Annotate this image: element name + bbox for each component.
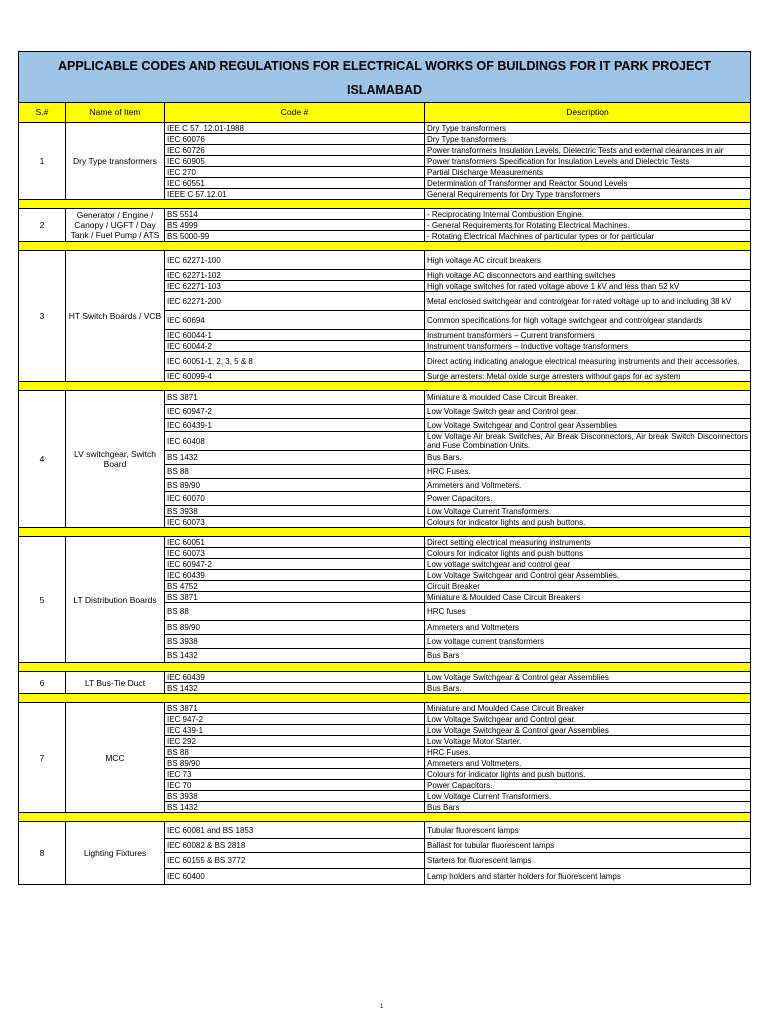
code-cell: BS 4752 [165, 581, 425, 592]
description-cell: Direct setting electrical measuring instruments [425, 537, 751, 548]
group-separator-row [19, 694, 751, 703]
description-cell: High voltage switches for rated voltage above 1 kV and less than 52 kV [425, 281, 751, 292]
code-cell: IEC 60439-1 [165, 419, 425, 432]
code-cell: BS 5514 [165, 209, 425, 220]
description-cell: Power transformers Specification for Insulation Levels and Dielectric Tests [425, 156, 751, 167]
code-cell: BS 89/90 [165, 621, 425, 635]
code-cell: BS 1432 [165, 683, 425, 694]
description-cell: Bus Bars. [425, 451, 751, 465]
item-name: Dry Type transformers [66, 123, 165, 200]
item-serial-number: 8 [19, 822, 66, 885]
code-cell: IEC 60400 [165, 869, 425, 885]
codes-table-body [19, 123, 751, 885]
description-cell: Tubular fluorescent lamps [425, 822, 751, 839]
code-cell: IEC 60070 [165, 492, 425, 506]
code-cell: BS 88 [165, 603, 425, 621]
code-cell: IEC 60044-1 [165, 330, 425, 341]
code-cell: BS 3938 [165, 635, 425, 649]
description-cell: Ammeters and Voltmeters. [425, 758, 751, 769]
description-cell: Dry Type transformers [425, 123, 751, 134]
description-cell: Metal enclosed switchgear and controlgear for rated voltage up to and including 38 kV [425, 292, 751, 311]
code-cell: IEC 60044-2 [165, 341, 425, 352]
description-cell: Bus Bars [425, 802, 751, 813]
code-cell: IEC 60081 and BS 1853 [165, 822, 425, 839]
table-row [19, 391, 751, 405]
description-cell: Miniature & moulded Case Circuit Breaker. [425, 391, 751, 405]
code-cell: IEC 60947-2 [165, 405, 425, 419]
codes-document [18, 51, 750, 885]
description-cell: Starters for fluorescent lamps [425, 853, 751, 869]
description-cell: Low Voltage Switch gear and Control gear. [425, 405, 751, 419]
code-cell: IEC 62271-200 [165, 292, 425, 311]
table-row [19, 251, 751, 270]
code-cell: IEC 60076 [165, 134, 425, 145]
description-cell: Low Voltage Current Transformers. [425, 506, 751, 517]
description-cell: Ammeters and Voltmeters. [425, 479, 751, 492]
description-cell: High voltage AC disconnectors and earthing switches [425, 270, 751, 281]
description-cell: Determination of Transformer and Reactor Sound Levels [425, 178, 751, 189]
item-name: LT Bus-Tie Duct [66, 672, 165, 694]
description-cell: - Rotating Electrical Machines of particular types or for particular [425, 231, 751, 242]
code-cell: IEC 292 [165, 736, 425, 747]
item-name: HT Switch Boards / VCB [66, 251, 165, 382]
code-cell: IEE C 57. 12.01-1988 [165, 123, 425, 134]
code-cell: BS 1432 [165, 451, 425, 465]
code-cell: IEC 62271-100 [165, 251, 425, 270]
code-cell: IEC 439-1 [165, 725, 425, 736]
item-name: LV switchgear, Switch Board [66, 391, 165, 528]
document-title: APPLICABLE CODES AND REGULATIONS FOR ELECTRICAL WORKS OF BUILDINGS FOR IT PARK PROJECT ISLAMABAD [19, 52, 751, 103]
code-cell: IEC 60073 [165, 548, 425, 559]
description-cell: Low Voltage Switchgear and Control gear Assemblies [425, 419, 751, 432]
item-serial-number: 4 [19, 391, 66, 528]
col-header-description: Description [425, 103, 751, 123]
code-cell: IEC 60051-1, 2, 3, 5 & 8 [165, 352, 425, 371]
item-name: LT Distribution Boards [66, 537, 165, 663]
description-cell: Bus Bars. [425, 683, 751, 694]
code-cell: BS 1432 [165, 649, 425, 663]
description-cell: Colours for indicator lights and push buttons. [425, 769, 751, 780]
description-cell: - General Requirements for Rotating Electrical Machines. [425, 220, 751, 231]
group-separator-row [19, 382, 751, 391]
code-cell: IEC 60155 & BS 3772 [165, 853, 425, 869]
group-separator-row [19, 528, 751, 537]
code-cell: BS 89/90 [165, 758, 425, 769]
description-cell: Lamp holders and starter holders for fluorescent lamps [425, 869, 751, 885]
description-cell: HRC fuses [425, 603, 751, 621]
separator-cell [19, 528, 751, 537]
code-cell: IEC 70 [165, 780, 425, 791]
description-cell: Surge arresters: Metal oxide surge arresters without gaps for ac system [425, 371, 751, 382]
table-row [19, 822, 751, 839]
item-serial-number: 3 [19, 251, 66, 382]
code-cell: IEC 60726 [165, 145, 425, 156]
description-cell: Low Voltage Motor Starter. [425, 736, 751, 747]
description-cell: Low Voltage Switchgear and Control gear Assemblies. [425, 570, 751, 581]
group-separator-row [19, 242, 751, 251]
group-separator-row [19, 200, 751, 209]
description-cell: Bus Bars [425, 649, 751, 663]
item-serial-number: 2 [19, 209, 66, 242]
description-cell: Ammeters and Voltmeters [425, 621, 751, 635]
description-cell: General Requirements for Dry Type transformers [425, 189, 751, 200]
group-separator-row [19, 813, 751, 822]
separator-cell [19, 200, 751, 209]
description-cell: Power Capacitors. [425, 780, 751, 791]
separator-cell [19, 242, 751, 251]
separator-cell [19, 663, 751, 672]
code-cell: IEC 947-2 [165, 714, 425, 725]
item-serial-number: 6 [19, 672, 66, 694]
code-cell: BS 89/90 [165, 479, 425, 492]
item-serial-number: 1 [19, 123, 66, 200]
code-cell: BS 3871 [165, 703, 425, 714]
description-cell: Power transformers Insulation Levels, Dielectric Tests and external clearances in air [425, 145, 751, 156]
description-cell: Dry Type transformers [425, 134, 751, 145]
separator-cell [19, 694, 751, 703]
description-cell: Colours for indicator lights and push buttons [425, 548, 751, 559]
item-name: Generator / Engine / Canopy / UGFT / Day Tank / Fuel Pump / ATS [66, 209, 165, 242]
item-name: MCC [66, 703, 165, 813]
description-cell: Miniature and Moulded Case Circuit Breaker [425, 703, 751, 714]
description-cell: Instrument transformers – Current transformers [425, 330, 751, 341]
description-cell: Circuit Breaker [425, 581, 751, 592]
item-name: Lighting Fixtures [66, 822, 165, 885]
col-header-code: Code # [165, 103, 425, 123]
description-cell: Power Capacitors. [425, 492, 751, 506]
description-cell: Common specifications for high voltage switchgear and controlgear standards [425, 311, 751, 330]
code-cell: IEC 60551 [165, 178, 425, 189]
code-cell: IEEE C 57.12.01 [165, 189, 425, 200]
description-cell: Low Voltage Switchgear & Control gear Assemblies [425, 725, 751, 736]
code-cell: IEC 60099-4 [165, 371, 425, 382]
code-cell: IEC 62271-102 [165, 270, 425, 281]
code-cell: BS 88 [165, 747, 425, 758]
col-header-serial: S.# [19, 103, 66, 123]
code-cell: BS 1432 [165, 802, 425, 813]
table-row [19, 537, 751, 548]
description-cell: Low Voltage Switchgear & Control gear Assemblies [425, 672, 751, 683]
description-cell: HRC Fuses. [425, 747, 751, 758]
code-cell: IEC 60694 [165, 311, 425, 330]
code-cell: IEC 73 [165, 769, 425, 780]
code-cell: IEC 60073 [165, 517, 425, 528]
description-cell: Direct acting indicating analogue electrical measuring instruments and their accessories. [425, 352, 751, 371]
description-cell: HRC Fuses. [425, 465, 751, 479]
description-cell: Low voltage current transformers [425, 635, 751, 649]
code-cell: IEC 270 [165, 167, 425, 178]
table-row [19, 209, 751, 220]
code-cell: IEC 60947-2 [165, 559, 425, 570]
table-row [19, 703, 751, 714]
description-cell: Ballast for tubular fluorescent lamps [425, 839, 751, 853]
col-header-item-name: Name of Item [66, 103, 165, 123]
separator-cell [19, 382, 751, 391]
code-cell: IEC 60408 [165, 432, 425, 451]
table-row [19, 123, 751, 134]
table-row [19, 672, 751, 683]
code-cell: IEC 60439 [165, 672, 425, 683]
page-number: 1 [380, 1004, 384, 1010]
description-cell: Low voltage switchgear and control gear [425, 559, 751, 570]
code-cell: BS 3871 [165, 592, 425, 603]
item-serial-number: 5 [19, 537, 66, 663]
codes-table [18, 51, 751, 885]
description-cell: Low Voltage Air break Switches, Air Break Disconnectors, Air break Switch Disconnectors and Fuse Combination Units. [425, 432, 751, 451]
description-cell: Miniature & Moulded Case Circuit Breakers [425, 592, 751, 603]
item-serial-number: 7 [19, 703, 66, 813]
description-cell: Partial Discharge Measurements [425, 167, 751, 178]
description-cell: Colours for indicator lights and push buttons. [425, 517, 751, 528]
code-cell: BS 5000-99 [165, 231, 425, 242]
code-cell: IEC 62271-103 [165, 281, 425, 292]
code-cell: BS 3938 [165, 791, 425, 802]
code-cell: BS 88 [165, 465, 425, 479]
code-cell: BS 3938 [165, 506, 425, 517]
code-cell: BS 3871 [165, 391, 425, 405]
code-cell: IEC 60082 & BS 2818 [165, 839, 425, 853]
code-cell: IEC 60051 [165, 537, 425, 548]
code-cell: IEC 60439 [165, 570, 425, 581]
description-cell: Instrument transformers – Inductive voltage transformers [425, 341, 751, 352]
code-cell: IEC 60905 [165, 156, 425, 167]
code-cell: BS 4999 [165, 220, 425, 231]
description-cell: High voltage AC circuit breakers [425, 251, 751, 270]
description-cell: - Reciprocating Internal Combustion Engine. [425, 209, 751, 220]
group-separator-row [19, 663, 751, 672]
separator-cell [19, 813, 751, 822]
description-cell: Low Voltage Switchgear and Control gear. [425, 714, 751, 725]
description-cell: Low Voltage Current Transformers. [425, 791, 751, 802]
